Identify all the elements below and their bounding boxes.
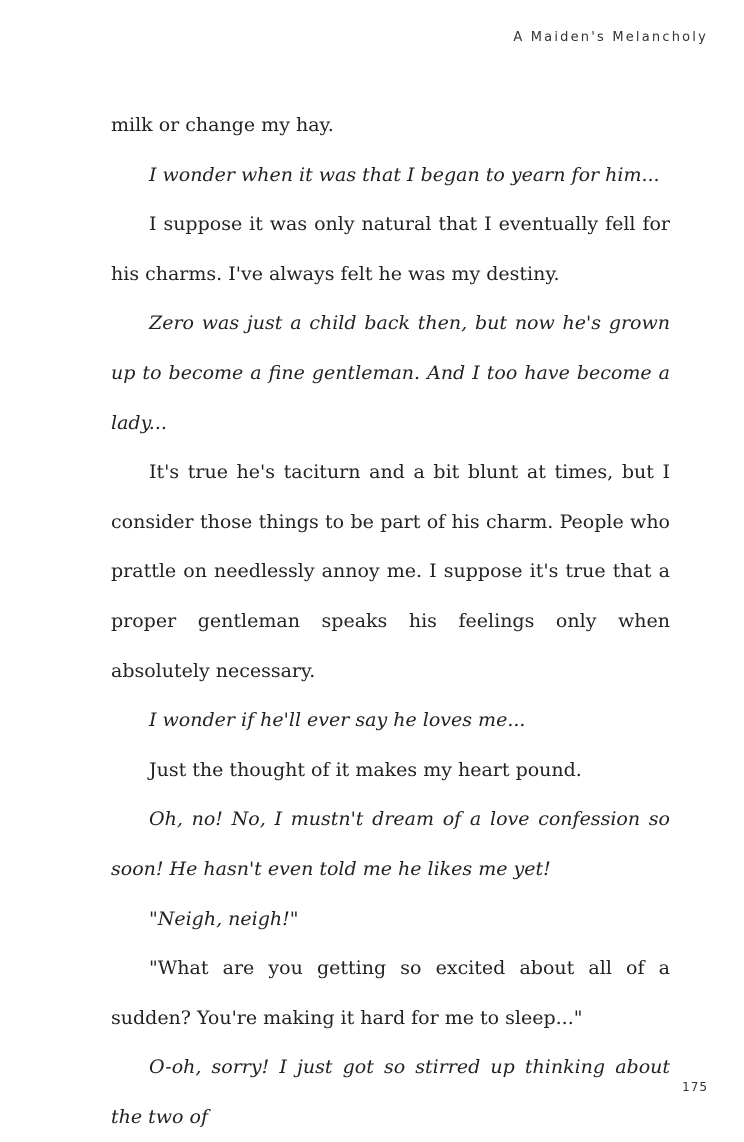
paragraph: I wonder if he'll ever say he loves me... [149, 709, 526, 732]
paragraph: I wonder when it was that I began to yearn for him... [149, 163, 660, 186]
paragraph: I suppose it was only natural that I eventually fell for his charms. I've always felt he was my destiny. [111, 213, 670, 285]
paragraph: milk or change my hay. [111, 114, 334, 136]
paragraph: "Neigh, neigh!" [149, 907, 299, 930]
paragraph: O-oh, sorry! I just got so stirred up thinking about the two of [111, 1056, 670, 1128]
paragraph: Zero was just a child back then, but now he's grown up to become a fine gentleman. And I too have become a lady... [111, 312, 670, 434]
running-header: A Maiden's Melancholy [513, 30, 708, 45]
paragraph: Oh, no! No, I mustn't dream of a love confession so soon! He hasn't even told me he likes me yet! [111, 808, 670, 880]
body-text [111, 101, 670, 1142]
paragraph: It's true he's taciturn and a bit blunt at times, but I consider those things to be part of his charm. People who prattle on needlessly annoy me. I suppose it's true that a proper gentleman speaks his feelings only when absolutely necessary. [111, 461, 670, 682]
paragraph: Just the thought of it makes my heart pound. [149, 758, 582, 781]
paragraph: "What are you getting so excited about all of a sudden? You're making it hard for me to sleep..." [111, 957, 670, 1029]
page-number: 175 [682, 1080, 708, 1094]
